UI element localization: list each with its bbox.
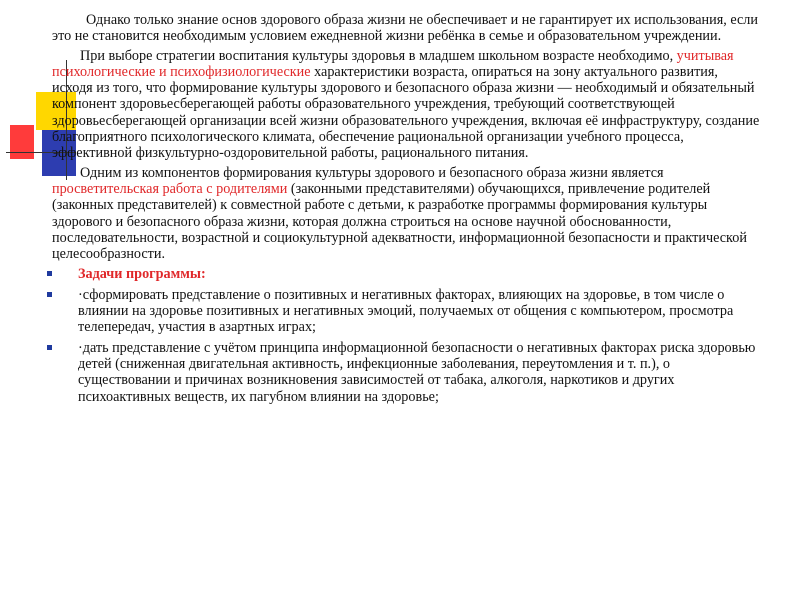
paragraph-3-highlight: просветительская работа с родителями — [52, 180, 288, 197]
paragraph-3 — [52, 165, 762, 263]
slide-content — [52, 12, 762, 408]
task-item-1-text: ·сформировать представление о позитивных и негативных факторах, влияющих на здоровье, в том числе о влиянии на здоровье позитивных и негативных эмоций, получаемых от общения с компьютером, просмотра телепередач, участия в азартных играх; — [78, 286, 734, 336]
paragraph-1-text: Однако только знание основ здорового образа жизни не обеспечивает и не гарантирует их использования, если это не становится необходимым условием ежедневной жизни ребёнка в семье и образовательном учреждении. — [52, 12, 758, 45]
paragraph-2-text-start: При выборе стратегии воспитания культуры здоровья в младшем школьном возрасте необходимо, — [80, 47, 677, 64]
paragraph-2 — [52, 48, 762, 162]
tasks-heading: Задачи программы: — [78, 266, 206, 283]
paragraph-3-text-end: (законными представителями) обучающихся, привлечение родителей (законных представителей) к совместной работе с детьми, к разработке программы формирования культуры здорового и безопасного образа жизни, которая должна строиться на основе научной обоснованности, последовательности, возрастной и социокультурной адекватности, информационной безопасности и практической целесообразности. — [52, 180, 747, 263]
paragraph-3-text-start: Одним из компонентов формирования культуры здорового и безопасного образа жизни является — [80, 164, 664, 181]
paragraph-1 — [52, 12, 762, 45]
task-item-2 — [52, 340, 762, 405]
paragraph-2-text-end: характеристики возраста, опираться на зону актуального развития, исходя из того, что формирование культуры здорового и безопасного образа жизни — необходимый и обязательный компонент здоровьесберегающей работы образовательного учреждения, требующий соответствующей здоровьесберегающей организации всей жизни образовательного учреждения, включая её инфраструктуру, создание благоприятного психологического климата, обеспечение рациональной организации учебного процесса, эффективной физкультурно-оздоровительной работы, рационального питания. — [52, 63, 760, 162]
bullet-square-icon — [47, 271, 52, 276]
decor-red-square — [10, 125, 34, 159]
bullet-square-icon — [47, 345, 52, 350]
tasks-heading-item — [52, 266, 762, 282]
bullet-square-icon — [47, 292, 52, 297]
paragraph-2-highlight: учитывая психологические и психофизиологические — [52, 47, 734, 80]
task-item-2-text: ·дать представление с учётом принципа информационной безопасности о негативных факторах риска здоровью детей (сниженная двигательная активность, инфекционные заболевания, переутомления и т. п.), о существовании и причинах возникновения зависимостей от табака, алкоголя, наркотиков и других психоактивных веществ, их пагубном влиянии на здоровье; — [78, 339, 756, 405]
task-item-1 — [52, 287, 762, 336]
